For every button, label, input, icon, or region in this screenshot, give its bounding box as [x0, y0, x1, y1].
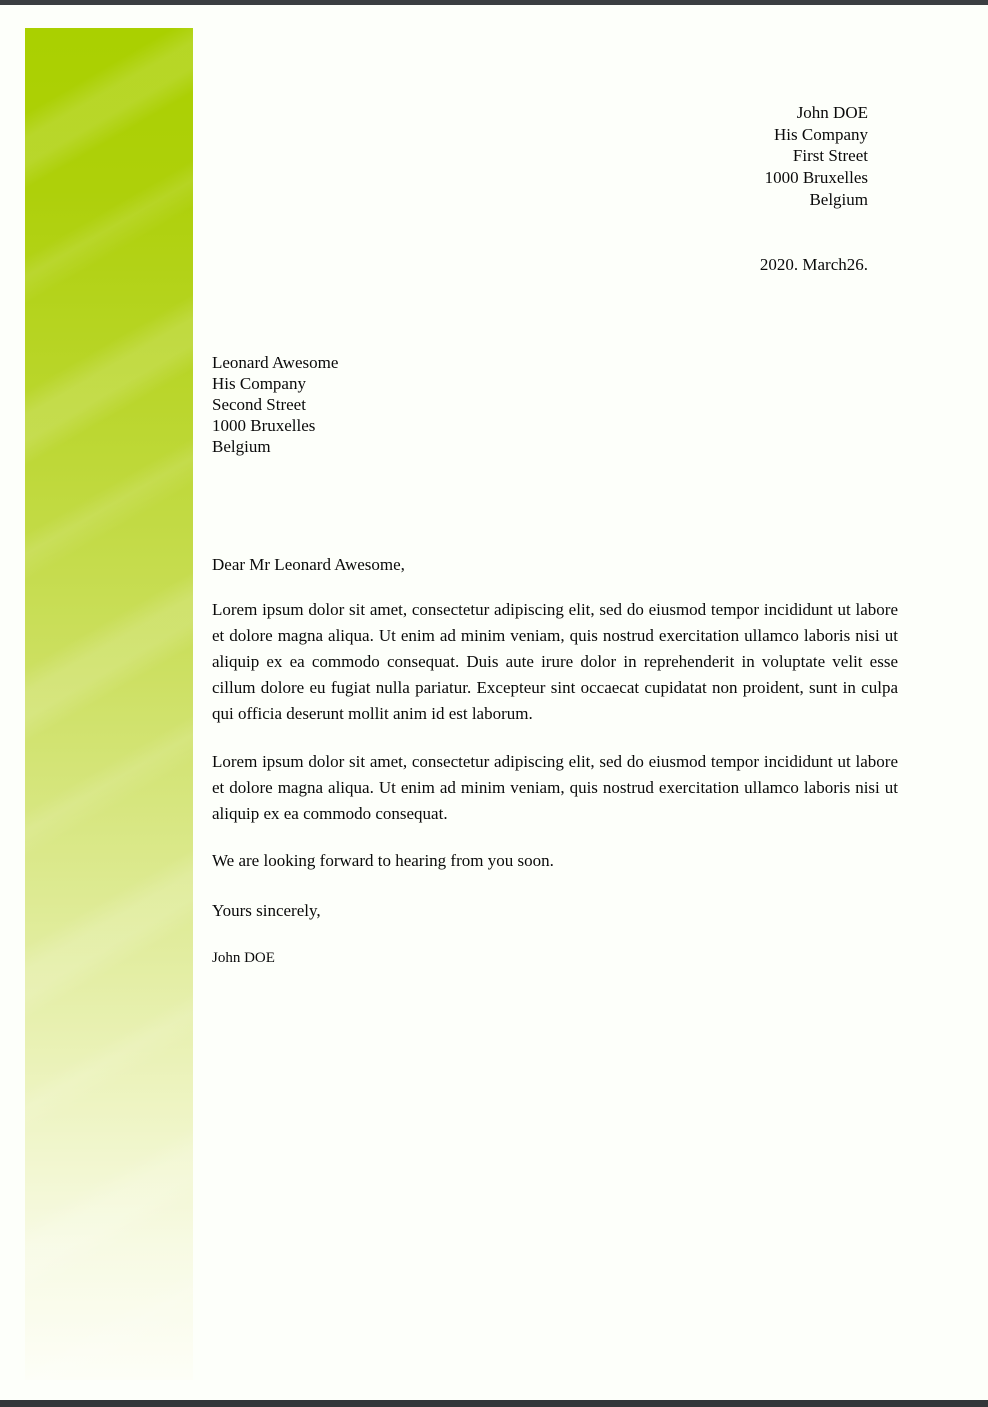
signature-name: John DOE — [212, 950, 275, 966]
recipient-country: Belgium — [212, 437, 271, 456]
salutation: Dear Mr Leonard Awesome, — [212, 555, 405, 574]
sender-street: First Street — [792, 146, 868, 166]
closing-sentence: We are looking forward to hearing from you soon. — [212, 851, 554, 870]
green-accent-sidebar — [25, 28, 193, 1380]
window-top-border — [0, 0, 988, 5]
sender-address-block — [765, 102, 868, 211]
recipient-address-block — [212, 352, 338, 457]
letter-date: 2020. March26. — [759, 255, 868, 274]
sender-country: Belgium — [809, 189, 868, 209]
sender-name: John DOE — [796, 103, 868, 122]
recipient-company: His Company — [212, 374, 306, 393]
sender-company: His Company — [774, 124, 868, 144]
window-bottom-border — [0, 1400, 988, 1407]
recipient-city: 1000 Bruxelles — [212, 416, 316, 435]
valediction: Yours sincerely, — [212, 901, 321, 920]
recipient-street: Second Street — [212, 395, 306, 414]
body-paragraph-2: Lorem ipsum dolor sit amet, consectetur adipiscing elit, sed do eiusmod tempor incididunt ut labore et dolore magna aliqua. Ut enim ad minim veniam, quis nostrud exercitation ullamco laboris nisi ut aliquip ex ea commodo consequat. — [212, 752, 898, 823]
body-paragraph-1: Lorem ipsum dolor sit amet, consectetur adipiscing elit, sed do eiusmod tempor incididunt ut labore et dolore magna aliqua. Ut enim ad minim veniam, quis nostrud exercitation ullamco laboris nisi ut aliquip ex ea commodo consequat. Duis aute irure dolor in reprehenderit in voluptate velit esse cillum dolore eu fugiat nulla pariatur. Excepteur sint occaecat cupidatat non proident, sunt in culpa qui officia deserunt mollit anim id est laborum. — [212, 600, 898, 723]
sender-city: 1000 Bruxelles — [764, 168, 868, 188]
recipient-name: Leonard Awesome — [212, 353, 339, 372]
